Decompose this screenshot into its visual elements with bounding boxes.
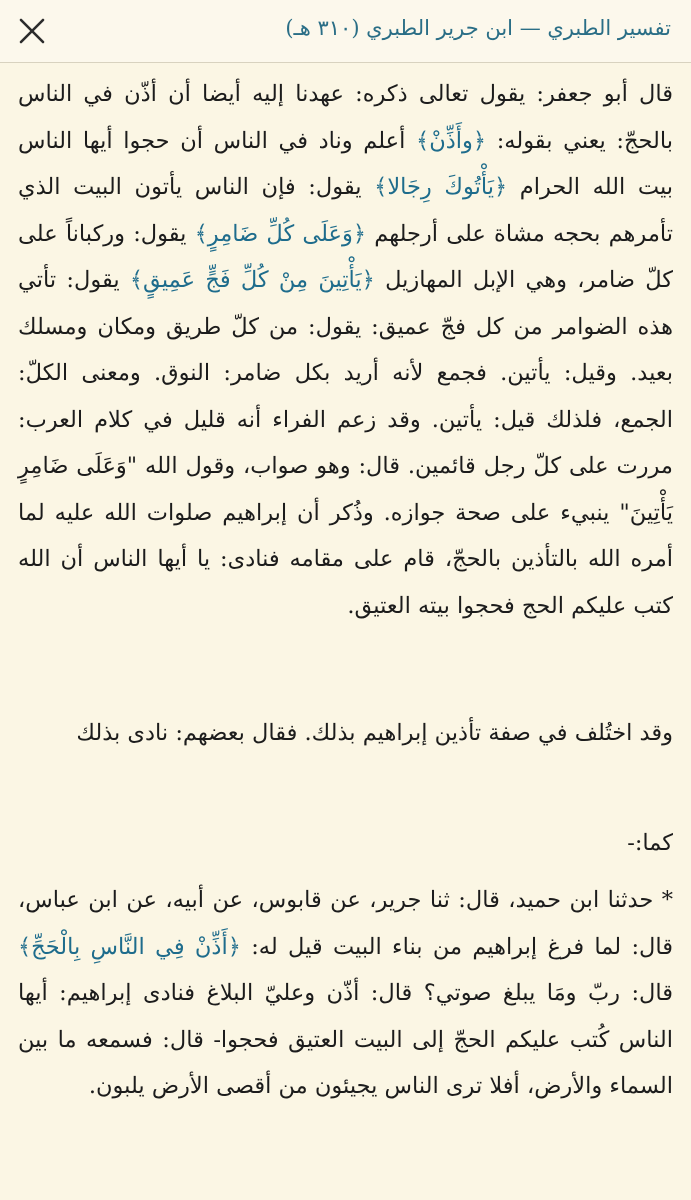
paragraph-text: قال أبو جعفر: يقول تعالى ذكره: عهدنا إليه أيضا أن أذّن في الناس بالحجّ: يعني بقوله: [18,81,674,154]
paragraph-text: * حدثنا ابن حميد، قال: ثنا جرير، عن قابوس، عن أبيه، عن ابن عباس، قال: لما فرغ إبراهيم من بناء البيت قيل له: [18,887,673,960]
hadith-paragraph [18,877,673,1110]
tafsir-text-body [0,62,691,1200]
quran-verse[interactable]: ﴿وأَذِّنْ﴾ [416,127,487,154]
top-bar [0,0,691,63]
quran-verse[interactable]: ﴿وَعَلَى كُلِّ ضَامِرٍ﴾ [194,220,367,247]
quran-verse[interactable]: ﴿يَأْتِينَ مِنْ كُلِّ فَجٍّ عَمِيقٍ﴾ [129,267,375,293]
tafsir-paragraph: وقد اختُلف في صفة تأذين إبراهيم بذلك. فقال بعضهم: نادى بذلك [76,720,673,746]
quran-verse[interactable]: ﴿أَذِّنْ فِي النَّاسِ بِالْحَجِّ﴾ [18,933,241,960]
paragraph-text: يقول: وركباناً على كلّ ضامر، وهي الإبل المهازيل [18,220,673,293]
paragraph-text: قال: ربّ ومَا يبلغ صوتي؟ قال: أذّن وعليّ البلاغ فنادى إبراهيم: أيها الناس كُتب عليكم الحجّ إلى البيت العتيق فحجوا- قال: فسمعه ما بين السماء والأرض، أفلا ترى الناس يجيئون من أقصى الأرض يلبون. [18,980,673,1099]
quran-verse[interactable]: ﴿يَأْتُوكَ رِجَالا﴾ [374,174,508,200]
paragraph-text: يقول: فإن الناس يأتون البيت الذي تأمرهم بحجه مشاة على أرجلهم [18,174,673,247]
close-icon[interactable] [16,15,48,47]
paragraph-text: يقول: تأتي هذه الضوامر من كل فجّ عميق: يقول: من كلّ طريق ومكان ومسلك بعيد. وقيل: يأتين. فجمع لأنه أريد بكل ضامر: النوق. ومعنى الكلّ: الجمع، فلذلك قيل: يأتين. وقد زعم الفراء أنه قليل في كلام العرب: مررت على كلّ رجل قائمين. قال: وهو صواب، وقول الله "وَعَلَى ضَامِرٍ يَأْتِينَ" ينبيء على صحة جوازه. وذُكر أن إبراهيم صلوات الله عليه لما أمره الله بالتأذين بالحجّ، قام على مقامه فنادى: يا أيها الناس أن الله كتب عليكم الحج فحجوا بيته العتيق. [18,267,673,619]
tafsir-paragraph [18,71,673,629]
page-title: تفسير الطبري — ابن جرير الطبري (٣١٠ هـ) [285,16,671,40]
paragraph-text: أعلم وناد في الناس أن حجوا أيها الناس بيت الله الحرام [18,127,674,200]
tafsir-paragraph: كما:- [627,830,673,856]
